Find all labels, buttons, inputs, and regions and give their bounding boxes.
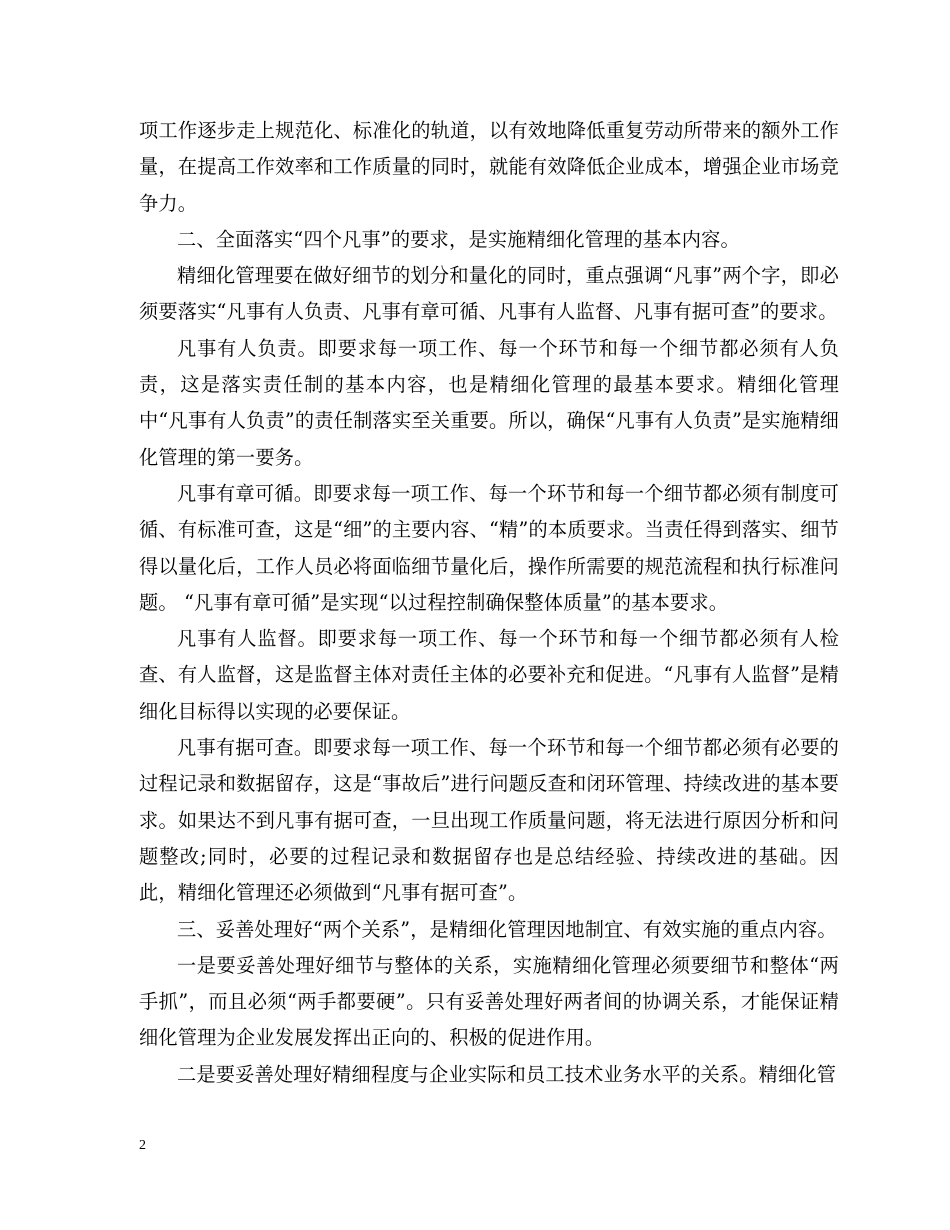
section-heading-two: 二、全面落实“四个凡事”的要求，是实施精细化管理的基本内容。 <box>177 227 740 251</box>
paragraph-responsibility: 凡事有人负责。即要求每一项工作、每一个环节和每一个细节都必须有人负责，这是落实责任制的基本内容，也是精细化管理的最基本要求。精细化管理中“凡事有人负责”的责任制落实至关重要。所以，确保“凡事有人负责”是实施精细化管理的第一要务。 <box>139 336 839 469</box>
paragraph-supervision: 凡事有人监督。即要求每一项工作、每一个环节和每一个细节都必须有人检查、有人监督，这是监督主体对责任主体的必要补充和促进。“凡事有人监督”是精细化目标得以实现的必要保证。 <box>139 627 839 723</box>
paragraph-records: 凡事有据可查。即要求每一项工作、每一个环节和每一个细节都必须有必要的过程记录和数据留存，这是“事故后”进行问题反查和闭环管理、持续改进的基本要求。如果达不到凡事有据可查，一旦出现工作质量问题，将无法进行原因分析和问题整改;同时，必要的过程记录和数据留存也是总结经验、持续改进的基础。因此，精细化管理还必须做到“凡事有据可查”。 <box>139 736 839 905</box>
section-heading-three: 三、妥善处理好“两个关系”，是精细化管理因地制宜、有效实施的重点内容。 <box>177 917 837 941</box>
paragraph-continuation: 项工作逐步走上规范化、标准化的轨道，以有效地降低重复劳动所带来的额外工作量，在提高工作效率和工作质量的同时，就能有效降低企业成本，增强企业市场竞争力。 <box>139 119 839 215</box>
document-body <box>139 113 839 1093</box>
paragraph-rules: 凡事有章可循。即要求每一项工作、每一个环节和每一个细节都必须有制度可循、有标准可查，这是“细”的主要内容、“精”的本质要求。当责任得到落实、细节得以量化后，工作人员必将面临细节量化后，操作所需要的规范流程和执行标准问题。 “凡事有章可循”是实现“以过程控制确保整体质量”的基本要求。 <box>139 481 839 614</box>
paragraph-four-matters-intro: 精细化管理要在做好细节的划分和量化的同时，重点强调“凡事”两个字，即必须要落实“凡事有人负责、凡事有章可循、凡事有人监督、凡事有据可查”的要求。 <box>139 264 839 324</box>
paragraph-precision-level: 二是要妥善处理好精细程度与企业实际和员工技术业务水平的关系。精细化管 <box>177 1062 837 1086</box>
paragraph-detail-whole: 一是要妥善处理好细节与整体的关系，实施精细化管理必须要细节和整体“两手抓”，而且必须“两手都要硬”。只有妥善处理好两者间的协调关系，才能保证精细化管理为企业发展发挥出正向的、积极的促进作用。 <box>139 953 839 1050</box>
page-number: 2 <box>139 1138 146 1153</box>
